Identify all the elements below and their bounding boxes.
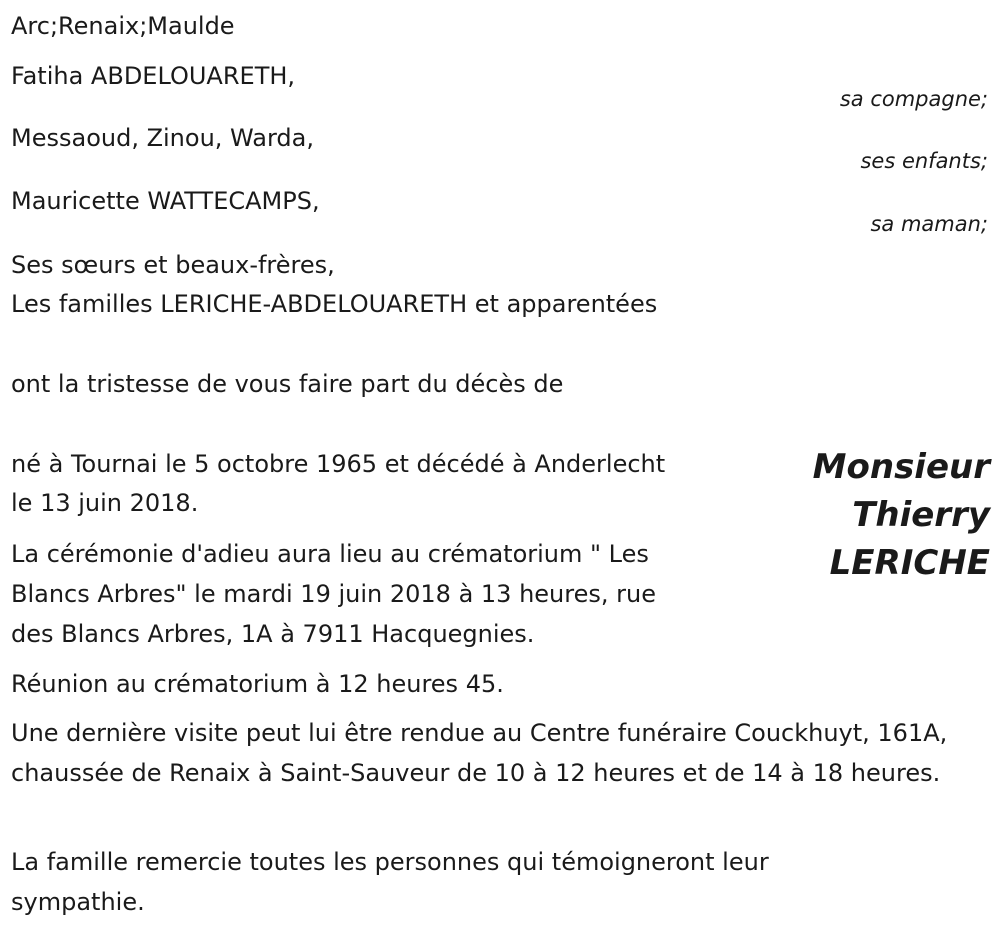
reunion-line: Réunion au crématorium à 12 heures 45. [11,670,504,698]
birth-death-line-1: né à Tournai le 5 octobre 1965 et décédé à Anderlecht [11,450,666,478]
mourner-relation-3: sa maman; [870,212,988,236]
ceremony-line-3: des Blancs Arbres, 1A à 7911 Hacquegnies. [11,620,535,648]
ceremony-line-1: La cérémonie d'adieu aura lieu au crématorium " Les [11,540,649,568]
families-line: Les familles LERICHE-ABDELOUARETH et apparentées [11,290,658,318]
ceremony-line-2: Blancs Arbres" le mardi 19 juin 2018 à 13 heures, rue [11,580,656,608]
mourner-relation-1: sa compagne; [839,87,988,111]
thanks-paragraph: La famille remercie toutes les personnes qui témoigneront leur sympathie. [11,848,769,916]
deceased-last-name: LERICHE [829,543,990,583]
announcement-line: ont la tristesse de vous faire part du décès de [11,370,564,398]
mourner-name-2: Messaoud, Zinou, Warda, [11,124,314,152]
mourner-name-3: Mauricette WATTECAMPS, [11,187,320,215]
birth-death-line-2: le 13 juin 2018. [11,489,199,517]
deceased-title: Monsieur [812,447,990,487]
visit-paragraph: Une dernière visite peut lui être rendue au Centre funéraire Couckhuyt, 161A, chaussée de Renaix à Saint-Sauveur de 10 à 12 heures et de 14 à 18 heures. [11,719,948,787]
mourner-relation-2: ses enfants; [860,149,988,173]
locations-line: Arc;Renaix;Maulde [11,12,235,40]
siblings-line: Ses sœurs et beaux-frères, [11,251,335,279]
deceased-first-name: Thierry [852,495,990,535]
deceased-name-block [813,443,990,587]
mourner-name-1: Fatiha ABDELOUARETH, [11,62,296,90]
